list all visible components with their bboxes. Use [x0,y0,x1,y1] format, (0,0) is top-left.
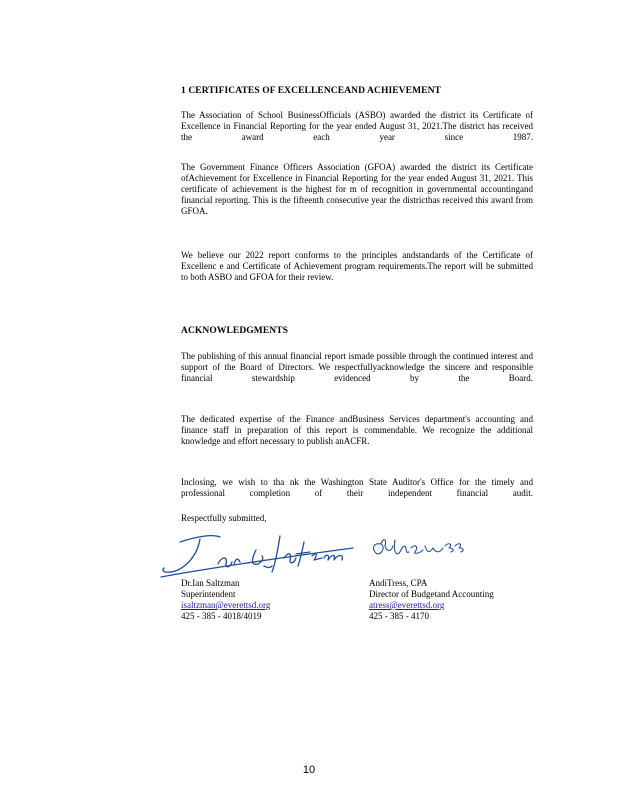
signature-andi-tress [367,534,467,566]
signatory-email-link[interactable]: atress@everettsd.org [369,600,445,610]
section-heading-acknowledgments: ACKNOWLEDGMENTS [181,326,289,336]
signature-ian-saltzman [158,528,358,584]
signatory-phone: 425 - 385 - 4170 [369,611,429,621]
signatory-title: Director of Budgetand Accounting [369,589,494,599]
closing-text: Respectfully submitted, [181,513,267,523]
signatory-name: AndiTress, CPA [369,578,428,588]
paragraph-asbo: The Association of School BusinessOfficials (ASBO) awarded the district its Certificate of Excellence in Financial Reporting for the year ended August 31, 2021.The district has received the award each year since 1987. [181,110,533,142]
paragraph-staff-expertise: The dedicated expertise of the Finance andBusiness Services department's accounting and finance staff in preparation of this report is commendable. We recognize the additional knowledge and effort necessary to publish anACFR. [181,414,533,446]
paragraph-state-auditor: Inclosing, we wish to tha nk the Washington State Auditor's Office for the timely and professional completion of their independent financial audit. [181,477,533,498]
signatory-block-director [369,578,494,622]
signatory-title: Superintendent [181,589,236,599]
signatory-phone: 425 - 385 - 4018/4019 [181,611,262,621]
signatory-email-link[interactable]: isaltzman@everettsd.org [181,600,271,610]
signatory-name: Dr.Ian Saltzman [181,578,240,588]
paragraph-board-support: The publishing of this annual financial report ismade possible through the continued interest and support of the Board of Directors. We respectfullyacknowledge the sincere and responsible financial stewardship evidenced by the Board. [181,351,533,383]
paragraph-gfoa: The Government Finance Officers Association (GFOA) awarded the district its Certificate ofAchievement for Excellence in Financial Reporting for the year ended August 31, 2021. This certificate of achievement is the highest for m of recognition in governmental accountingand financial reporting. This is the fifteenth consecutive year the districthas received this award from GFOA. [181,162,533,216]
paragraph-report-conformance: We believe our 2022 report conforms to the principles andstandards of the Certificate of Excellenc e and Certificate of Achievement program requirements.The report will be submitted to both ASBO and GFOA for their review. [181,250,533,282]
page-number: 10 [302,764,316,776]
section-heading-certificates: 1 CERTIFICATES OF EXCELLENCEAND ACHIEVEMENT [181,86,441,96]
signatory-block-superintendent [181,578,270,622]
